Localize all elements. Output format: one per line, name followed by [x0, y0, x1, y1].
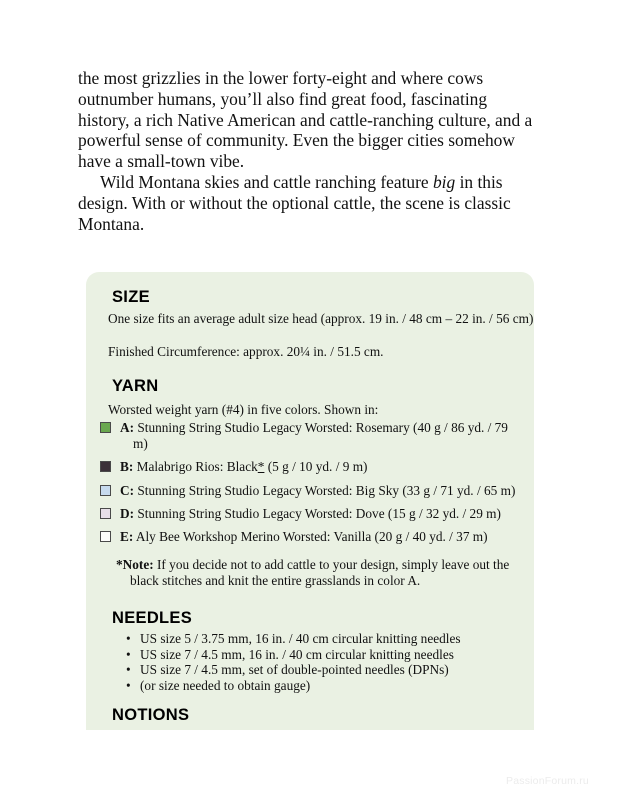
needles-list [126, 631, 526, 693]
yarn-letter-a: A: [120, 420, 135, 435]
intro-prose [78, 68, 540, 234]
color-swatch-b [100, 461, 111, 472]
color-swatch-a [100, 422, 111, 433]
yarn-list-item [94, 506, 526, 522]
intro-paragraph-1: the most grizzlies in the lower forty-eight and where cows outnumber humans, you’ll also find great food, fascinating history, a rich Native American and cattle-ranching culture, and a powerful sense of community. Even the bigger cities somehow have a small-town vibe. [78, 68, 533, 172]
yarn-text-c: Stunning String Studio Legacy Worsted: Big Sky (33 g / 71 yd. / 65 m) [134, 482, 516, 498]
needles-list-item: • US size 7 / 4.5 mm, 16 in. / 40 cm circular knitting needles [126, 647, 526, 663]
footnote-text: If you decide not to add cattle to your design, simply leave out the black stitches and knit the entire grasslands in color A. [130, 557, 510, 589]
yarn-letter-b: B: [120, 459, 134, 475]
yarn-item-text [120, 459, 526, 475]
section-heading-notions: NOTIONS [112, 706, 190, 724]
yarn-letter-d: D: [120, 505, 135, 521]
yarn-item-text [120, 506, 526, 522]
yarn-letter-e: E: [120, 529, 134, 545]
yarn-letter-c: C: [120, 482, 135, 498]
needles-list-item: • US size 7 / 4.5 mm, set of double-pointed needles (DPNs) [126, 662, 526, 678]
section-heading-needles: NEEDLES [112, 609, 193, 627]
yarn-list-item [94, 529, 526, 545]
site-watermark: PassionForum.ru [506, 775, 589, 787]
needles-list-item: • US size 5 / 3.75 mm, 16 in. / 40 cm circular knitting needles [126, 631, 526, 647]
section-heading-yarn: YARN [112, 377, 159, 395]
yarn-intro: Worsted weight yarn (#4) in five colors. Shown in: [108, 402, 379, 417]
intro-paragraph-2 [78, 172, 540, 234]
color-swatch-e [100, 531, 111, 542]
pattern-details-panel [86, 272, 534, 730]
yarn-text-d: Stunning String Studio Legacy Worsted: Dove (15 g / 32 yd. / 29 m) [134, 505, 501, 521]
size-description: One size fits an average adult size head (approx. 19 in. / 48 cm – 22 in. / 56 cm) [108, 311, 534, 326]
yarn-list-item [94, 459, 526, 475]
yarn-item-text [120, 483, 526, 499]
color-swatch-c [100, 485, 111, 496]
yarn-text-b-before: Malabrigo Rios: Black [133, 459, 258, 475]
footnote-marker-asterisk[interactable]: * [257, 459, 265, 475]
yarn-item-text [120, 529, 526, 545]
yarn-list-item [94, 483, 526, 499]
intro-paragraph-2-part2: in this design. With or without the optional cattle, the scene is classic Montana. [78, 171, 511, 234]
color-swatch-d [100, 508, 111, 519]
needles-list-item: • (or size needed to obtain gauge) [126, 678, 526, 694]
footnote-label: *Note: [116, 557, 154, 572]
intro-emphasis-big: big [432, 171, 456, 192]
yarn-text-b-after: (5 g / 10 yd. / 9 m) [264, 459, 368, 475]
section-heading-size: SIZE [112, 288, 150, 306]
size-finished-circumference: Finished Circumference: approx. 20¼ in. / 51.5 cm. [108, 344, 384, 359]
yarn-text-e: Aly Bee Workshop Merino Worsted: Vanilla (20 g / 40 yd. / 37 m) [133, 529, 488, 545]
yarn-list-item [94, 420, 526, 452]
yarn-item-text [120, 420, 526, 452]
yarn-color-list [94, 420, 526, 552]
yarn-footnote [116, 557, 534, 589]
intro-paragraph-2-part1: Wild Montana skies and cattle ranching feature [100, 171, 433, 192]
yarn-text-a: Stunning String Studio Legacy Worsted: Rosemary (40 g / 86 yd. / 79 m) [133, 420, 508, 452]
